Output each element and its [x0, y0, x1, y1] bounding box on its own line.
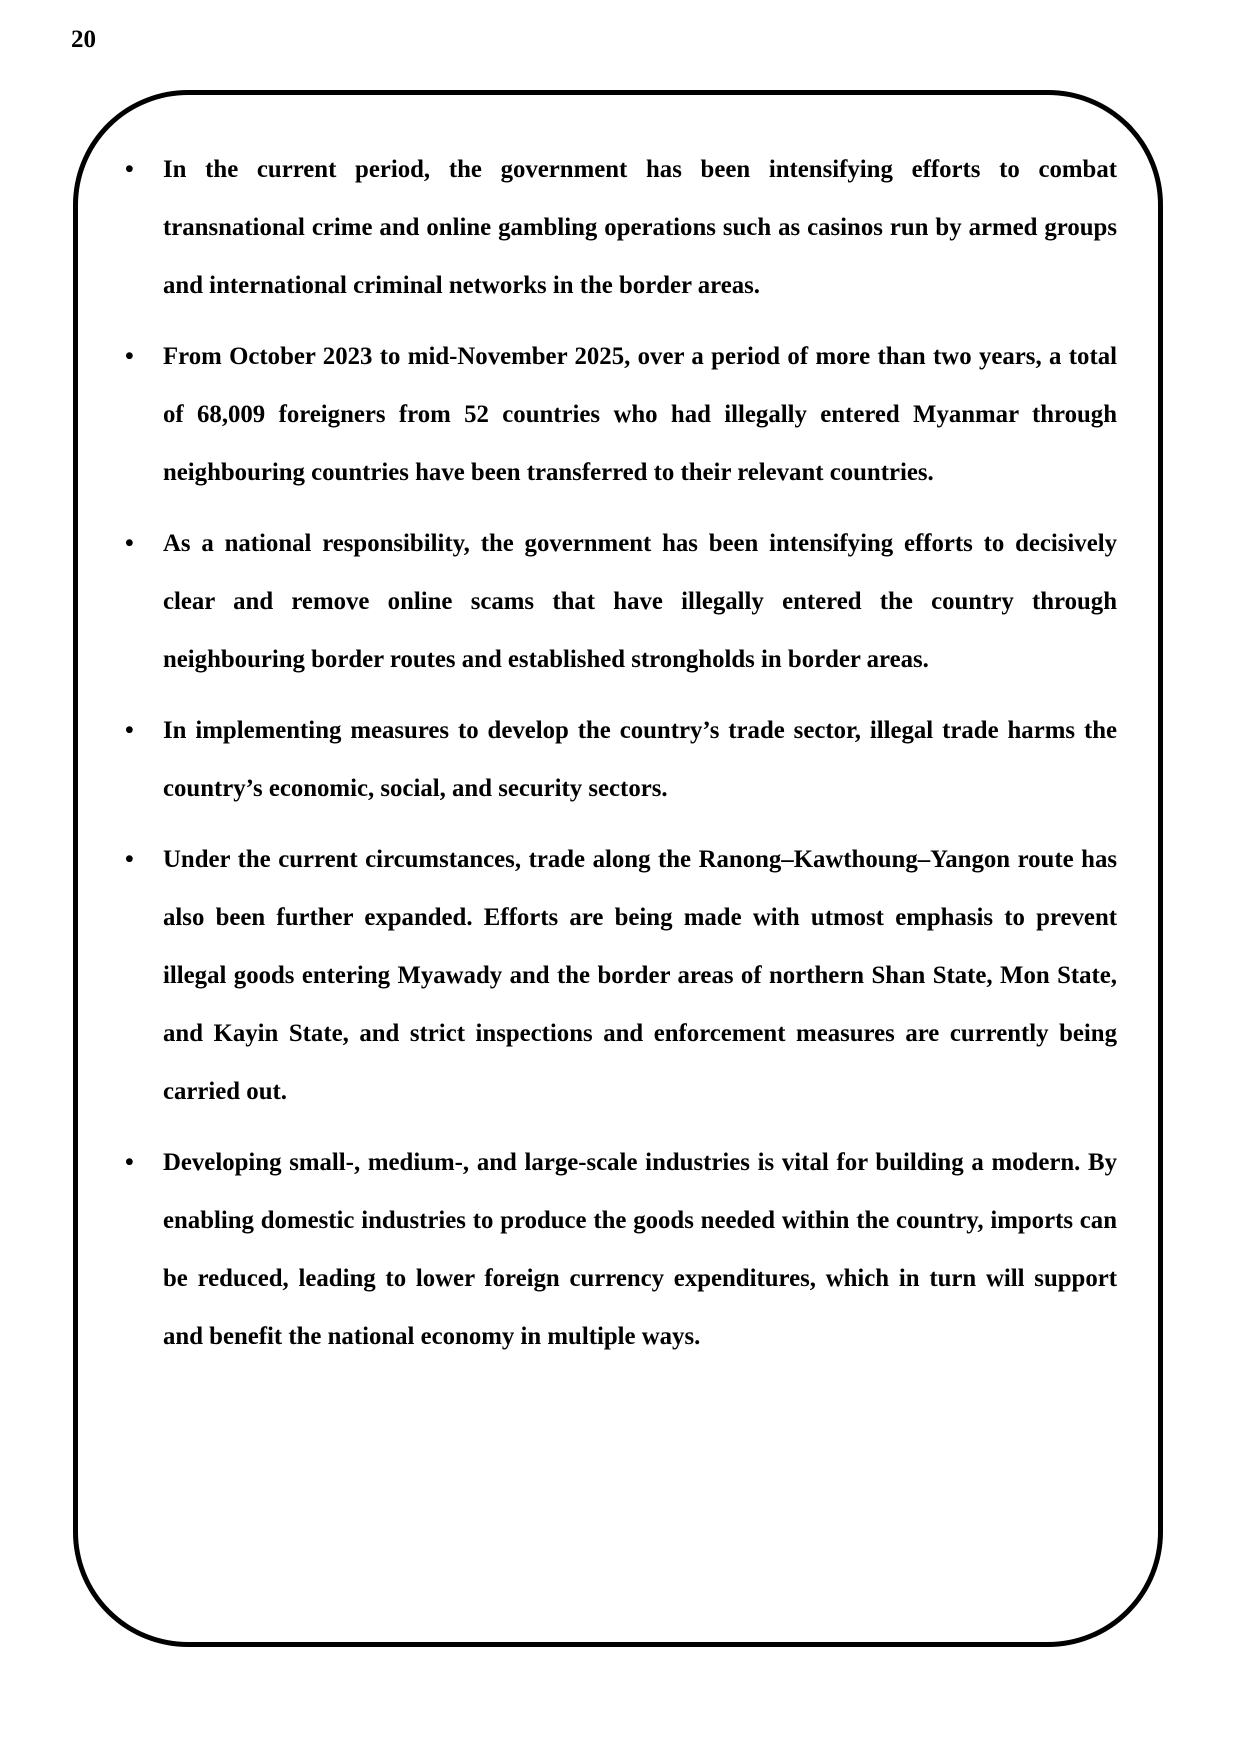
bullet-text: From October 2023 to mid-November 2025, over a period of more than two years, a total of 68,009 foreigners from 52 countries who had illegally entered Myanmar through neighbouring countries have been transferred to their relevant countries.: [163, 343, 1117, 486]
bullet-list: [125, 141, 1117, 1366]
bullet-icon: •: [125, 1149, 134, 1176]
content-border-box: [73, 90, 1163, 1647]
list-item: [125, 515, 1117, 689]
bullet-icon: •: [125, 156, 134, 183]
bullet-text: Developing small-, medium-, and large-scale industries is vital for building a modern. By enabling domestic industries to produce the goods needed within the country, imports can be reduced, leading to lower foreign currency expenditures, which in turn will support and benefit the national economy in multiple ways.: [163, 1149, 1117, 1350]
bullet-icon: •: [125, 530, 134, 557]
list-item: [125, 831, 1117, 1121]
bullet-text: In the current period, the government has been intensifying efforts to combat transnational crime and online gambling operations such as casinos run by armed groups and international criminal networks in the border areas.: [163, 156, 1117, 299]
bullet-text: In implementing measures to develop the country’s trade sector, illegal trade harms the country’s economic, social, and security sectors.: [163, 717, 1117, 802]
bullet-icon: •: [125, 846, 134, 873]
list-item: [125, 141, 1117, 315]
bullet-text: Under the current circumstances, trade along the Ranong–Kawthoung–Yangon route has also been further expanded. Efforts are being made with utmost emphasis to prevent illegal goods entering Myawady and the border areas of northern Shan State, Mon State, and Kayin State, and strict inspections and enforcement measures are currently being carried out.: [163, 846, 1117, 1105]
list-item: [125, 702, 1117, 818]
page-number: 20: [71, 26, 96, 53]
list-item: [125, 1134, 1117, 1366]
bullet-icon: •: [125, 343, 134, 370]
list-item: [125, 328, 1117, 502]
bullet-icon: •: [125, 717, 134, 744]
bullet-text: As a national responsibility, the government has been intensifying efforts to decisively clear and remove online scams that have illegally entered the country through neighbouring border routes and established strongholds in border areas.: [163, 530, 1117, 673]
